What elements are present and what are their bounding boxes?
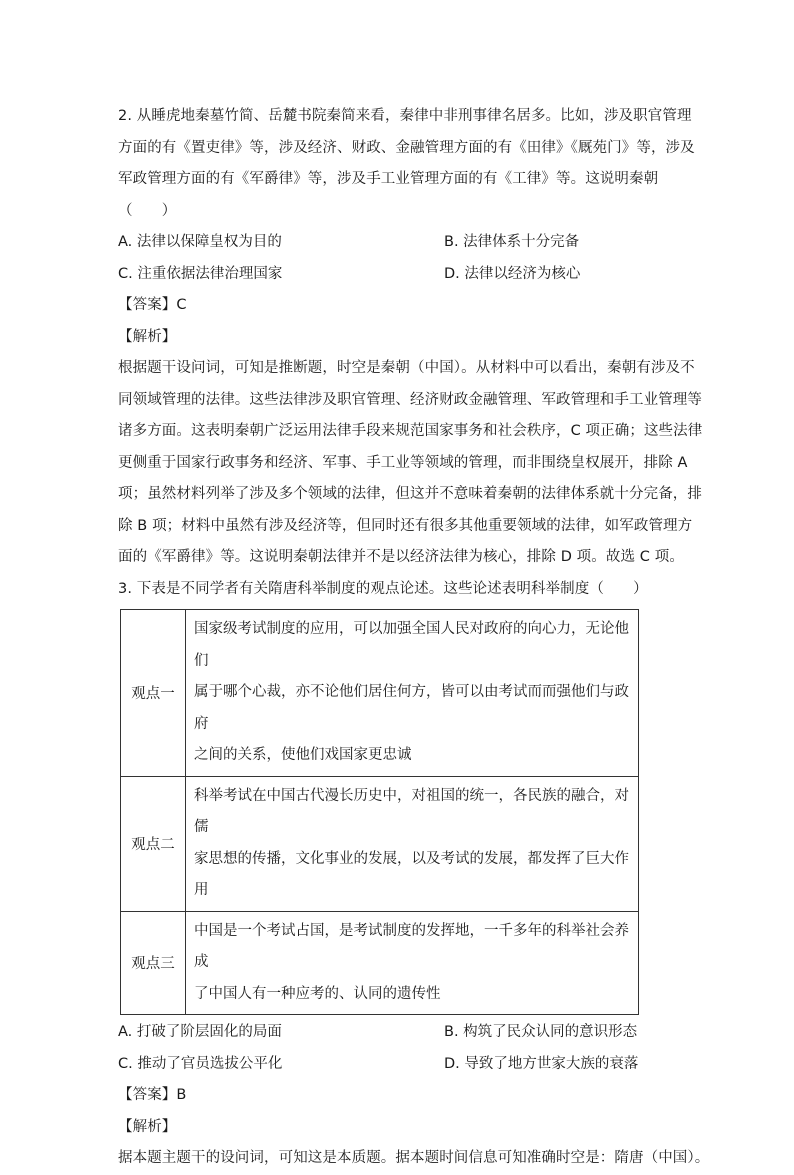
viewpoints-table: [120, 609, 639, 1015]
q2-analysis-line: 除 B 项；材料中虽然有涉及经济等，但同时还有很多其他重要领域的法律，如军政管理方: [118, 517, 693, 534]
viewpoint-text-line: 了中国人有一种应考的、认同的遗传性: [194, 985, 441, 1002]
q3-options-row: [118, 1017, 678, 1049]
q2-analysis-line: 诸多方面。这表明秦朝广泛运用法律手段来规范国家事务和社会秩序，C 项正确；这些法律: [118, 423, 703, 439]
viewpoint-text-line: 科举考试在中国古代漫长历史中，对祖国的统一，各民族的融合，对儒: [194, 787, 629, 835]
q3-option-c: C. 推动了官员选拔公平化: [118, 1055, 283, 1072]
q3-option-b: B. 构筑了民众认同的意识形态: [444, 1024, 638, 1040]
q2-answer: 【答案】C: [118, 297, 187, 313]
q2-option-c: C. 注重依据法律治理国家: [118, 265, 283, 282]
viewpoint-text: [186, 911, 639, 1015]
q2-stem-line: 军政管理方面的有《军爵律》等，涉及手工业管理方面的有《工律》等。这说明秦朝: [118, 171, 659, 187]
q2-analysis-line: 项；虽然材料列举了涉及多个领域的法律，但这并不意味着秦朝的法律体系就十分完备，排: [118, 486, 702, 502]
q2-option-b: B. 法律体系十分完备: [444, 234, 580, 250]
question-2: [118, 101, 703, 574]
q2-analysis-line: 更侧重于国家行政事务和经济、军事、手工业等领域的管理，而非围绕皇权展开，排除 A: [118, 454, 688, 471]
q3-analysis-heading: 【解析】: [118, 1118, 177, 1135]
viewpoint-label: 观点三: [121, 911, 186, 1015]
table-row: [121, 776, 639, 911]
viewpoint-text: [186, 610, 639, 777]
viewpoint-label: 观点二: [121, 776, 186, 911]
table-row: [121, 911, 639, 1015]
viewpoint-text: [186, 776, 639, 911]
q2-analysis-line: 面的《军爵律》等。这说明秦朝法律并不是以经济法律为核心，排除 D 项。故选 C 项。: [118, 549, 684, 565]
table-row: [121, 610, 639, 777]
document-page: [118, 101, 710, 1175]
q2-options-row: [118, 227, 678, 259]
viewpoint-text-line: 之间的关系，使他们戏国家更忠诚: [194, 747, 412, 763]
q2-option-a: A. 法律以保障皇权为目的: [118, 234, 282, 250]
q3-option-a: A. 打破了阶层固化的局面: [118, 1024, 282, 1040]
q2-options-row: [118, 259, 678, 291]
q2-stem-line: 2. 从睡虎地秦墓竹简、岳麓书院秦简来看，秦律中非刑事律名居多。比如，涉及职官管理: [118, 108, 692, 124]
q3-options-row: [118, 1049, 678, 1081]
question-3: [118, 574, 710, 1175]
q2-option-d: D. 法律以经济为核心: [444, 265, 581, 282]
viewpoint-label: 观点一: [121, 610, 186, 777]
viewpoint-text-line: 家思想的传播，文化事业的发展，以及考试的发展，都发挥了巨大作用: [194, 850, 629, 898]
q3-analysis-line: 据本题主题干的设问词，可知这是本质题。据本题时间信息可知准确时空是：隋唐（中国）。: [118, 1150, 710, 1166]
q2-analysis-heading: 【解析】: [118, 328, 177, 345]
viewpoint-text-line: 中国是一个考试占国，是考试制度的发挥地，一千多年的科举社会养成: [194, 922, 629, 970]
q2-blank: （ ）: [118, 202, 177, 219]
viewpoint-text-line: 属于哪个心裁，亦不论他们居住何方，皆可以由考试而而强他们与政府: [194, 684, 629, 732]
q3-option-d: D. 导致了地方世家大族的衰落: [444, 1055, 639, 1072]
q2-analysis-line: 同领域管理的法律。这些法律涉及职官管理、经济财政金融管理、军政管理和手工业管理等: [118, 391, 702, 408]
q2-stem-line: 方面的有《置吏律》等，涉及经济、财政、金融管理方面的有《田律》《厩苑门》等，涉及: [118, 139, 695, 156]
viewpoint-text-line: 国家级考试制度的应用，可以加强全国人民对政府的向心力，无论他们: [194, 621, 629, 669]
q2-analysis-line: 根据题干设问词，可知是推断题，时空是秦朝（中国）。从材料中可以看出，秦朝有涉及不: [118, 360, 695, 376]
q3-answer: 【答案】B: [118, 1087, 187, 1103]
q3-stem: 3. 下表是不同学者有关隋唐科举制度的观点论述。这些论述表明科举制度（ ）: [118, 580, 648, 597]
